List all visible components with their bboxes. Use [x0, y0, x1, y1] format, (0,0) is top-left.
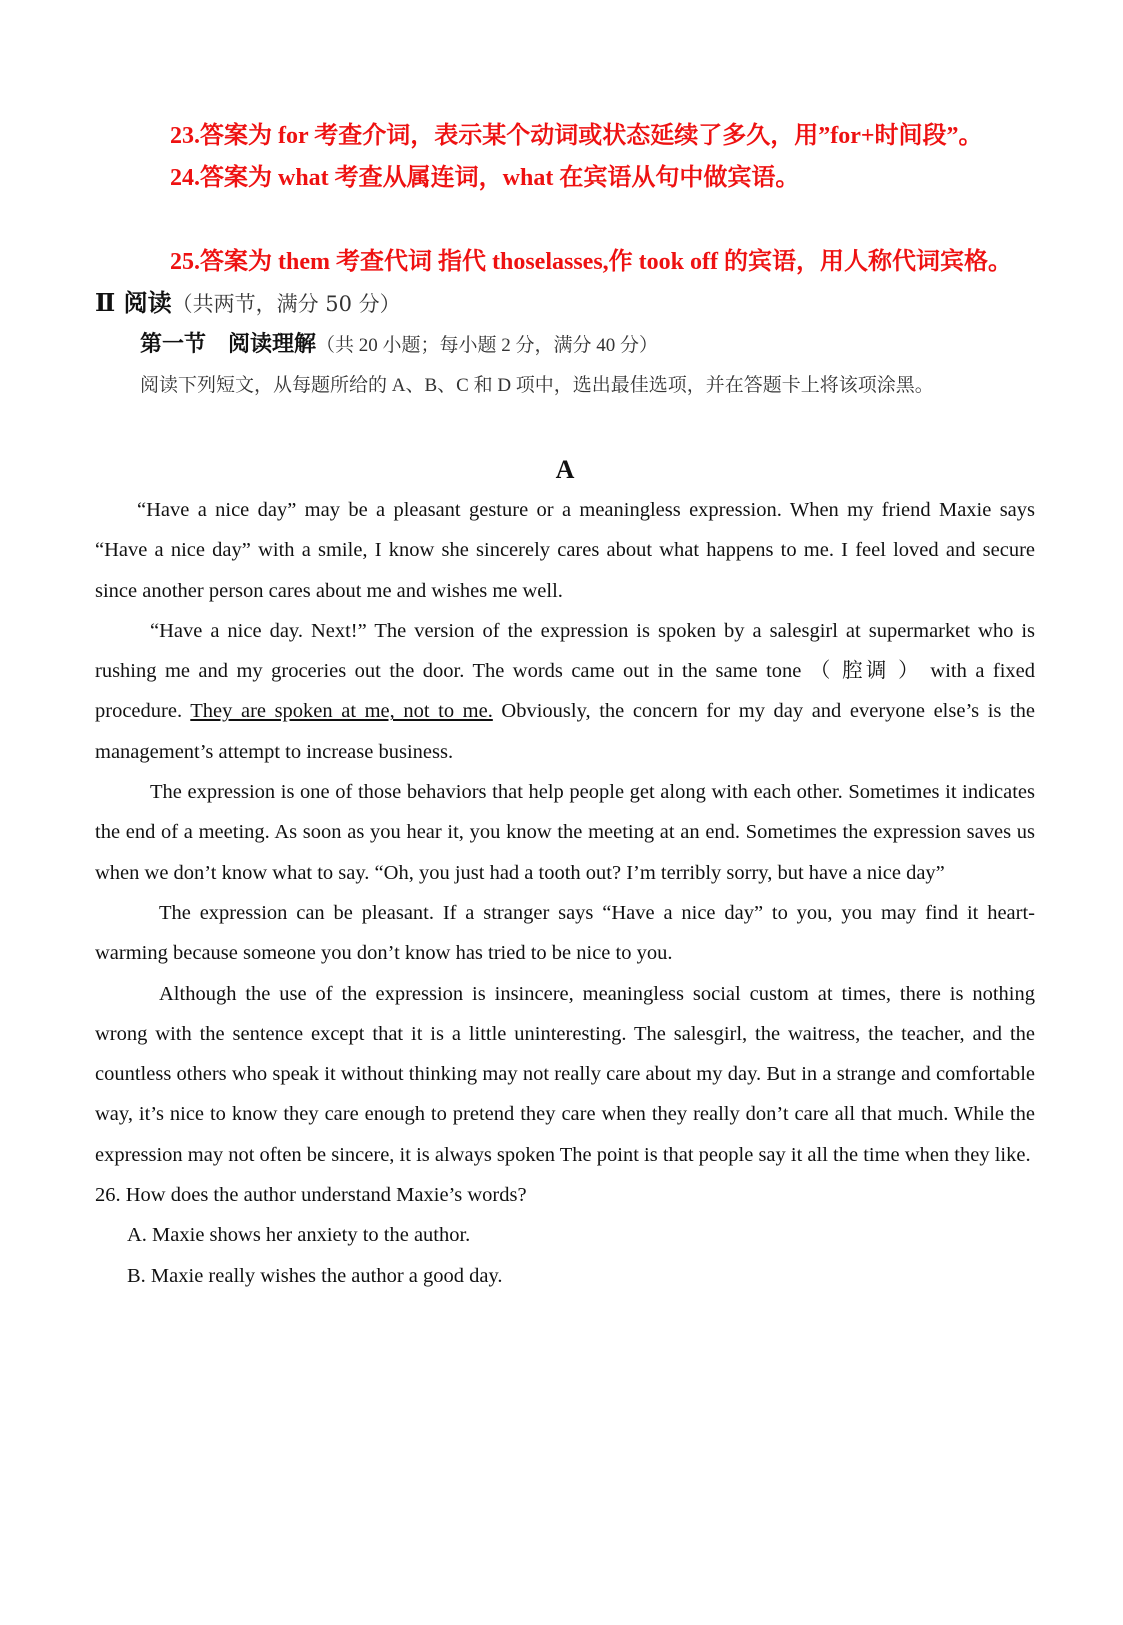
subsection-note: （共 20 小题；每小题 2 分，满分 40 分）	[316, 335, 659, 356]
passage-paragraph-1: “Have a nice day” may be a pleasant gesture or a meaningless expression. When my friend Maxie says “Have a nice day” with a smile, I know she sincerely cares about what happens to me. I feel loved and secure since another person cares about me and wishes me well.	[95, 499, 1035, 602]
underlined-sentence: They are spoken at me, not to me.	[190, 700, 493, 723]
passage-paragraph-2	[95, 611, 1035, 772]
question-26-stem: 26. How does the author understand Maxie’s words?	[95, 1184, 527, 1207]
subsection-title: 第一节 阅读理解	[140, 331, 317, 356]
passage-title: A	[555, 455, 575, 484]
answer-24: 24.答案为 what 考查从属连词，what 在宾语从句中做宾语。	[170, 165, 800, 191]
section-note: （共两节，满分 50 分）	[171, 292, 401, 316]
reading-directions: 阅读下列短文，从每题所给的 A、B、C 和 D 项中，选出最佳选项，并在答题卡上将该项涂黑。	[140, 375, 934, 396]
section-heading	[95, 283, 1035, 324]
question-26-option-a: A. Maxie shows her anxiety to the author.	[127, 1224, 471, 1247]
question-26-option-b: B. Maxie really wishes the author a good day.	[127, 1264, 503, 1287]
paragraph-2-text-start: “Have a nice day. Next!” The version of the expression is spoken by a salesgirl at supermarket who is rushing me and my groceries out the door. The words came out in the same tone （ 腔调 ） with a fixed procedure.	[95, 619, 1035, 723]
document-page	[95, 115, 1035, 1296]
answer-25: 25.答案为 them 考查代词 指代 thoselasses,作 took off 的宾语，用人称代词宾格。	[170, 249, 1012, 275]
paragraph-2-text-end: Obviously, the concern for my day and everyone else’s is the management’s attempt to increase business.	[95, 700, 1035, 763]
passage-paragraph-4: The expression can be pleasant. If a stranger says “Have a nice day” to you, you may find it heart-warming because someone you don’t know has tried to be nice to you.	[95, 901, 1035, 965]
section-title: Ⅱ 阅读	[95, 288, 172, 317]
passage-paragraph-3: The expression is one of those behaviors that help people get along with each other. Sometimes it indicates the end of a meeting. As soon as you hear it, you know the meeting at an end. Sometimes the expression saves us when we don’t know what to say. “Oh, you just had a tooth out? I’m terribly sorry, but have a nice day”	[95, 781, 1035, 884]
subsection-heading	[140, 324, 1035, 366]
answer-23: 23.答案为 for 考查介词，表示某个动词或状态延续了多久，用”for+时间段”。	[170, 123, 983, 149]
passage-paragraph-5: Although the use of the expression is insincere, meaningless social custom at times, there is nothing wrong with the sentence except that it is a little uninteresting. The salesgirl, the waitress, the teacher, and the countless others who speak it without thinking may not really care about my day. But in a strange and comfortable way, it’s nice to know they care enough to pretend they care when they really don’t care all that much. While the expression may not often be sincere, it is always spoken The point is that people say it all the time when they like.	[95, 982, 1035, 1166]
